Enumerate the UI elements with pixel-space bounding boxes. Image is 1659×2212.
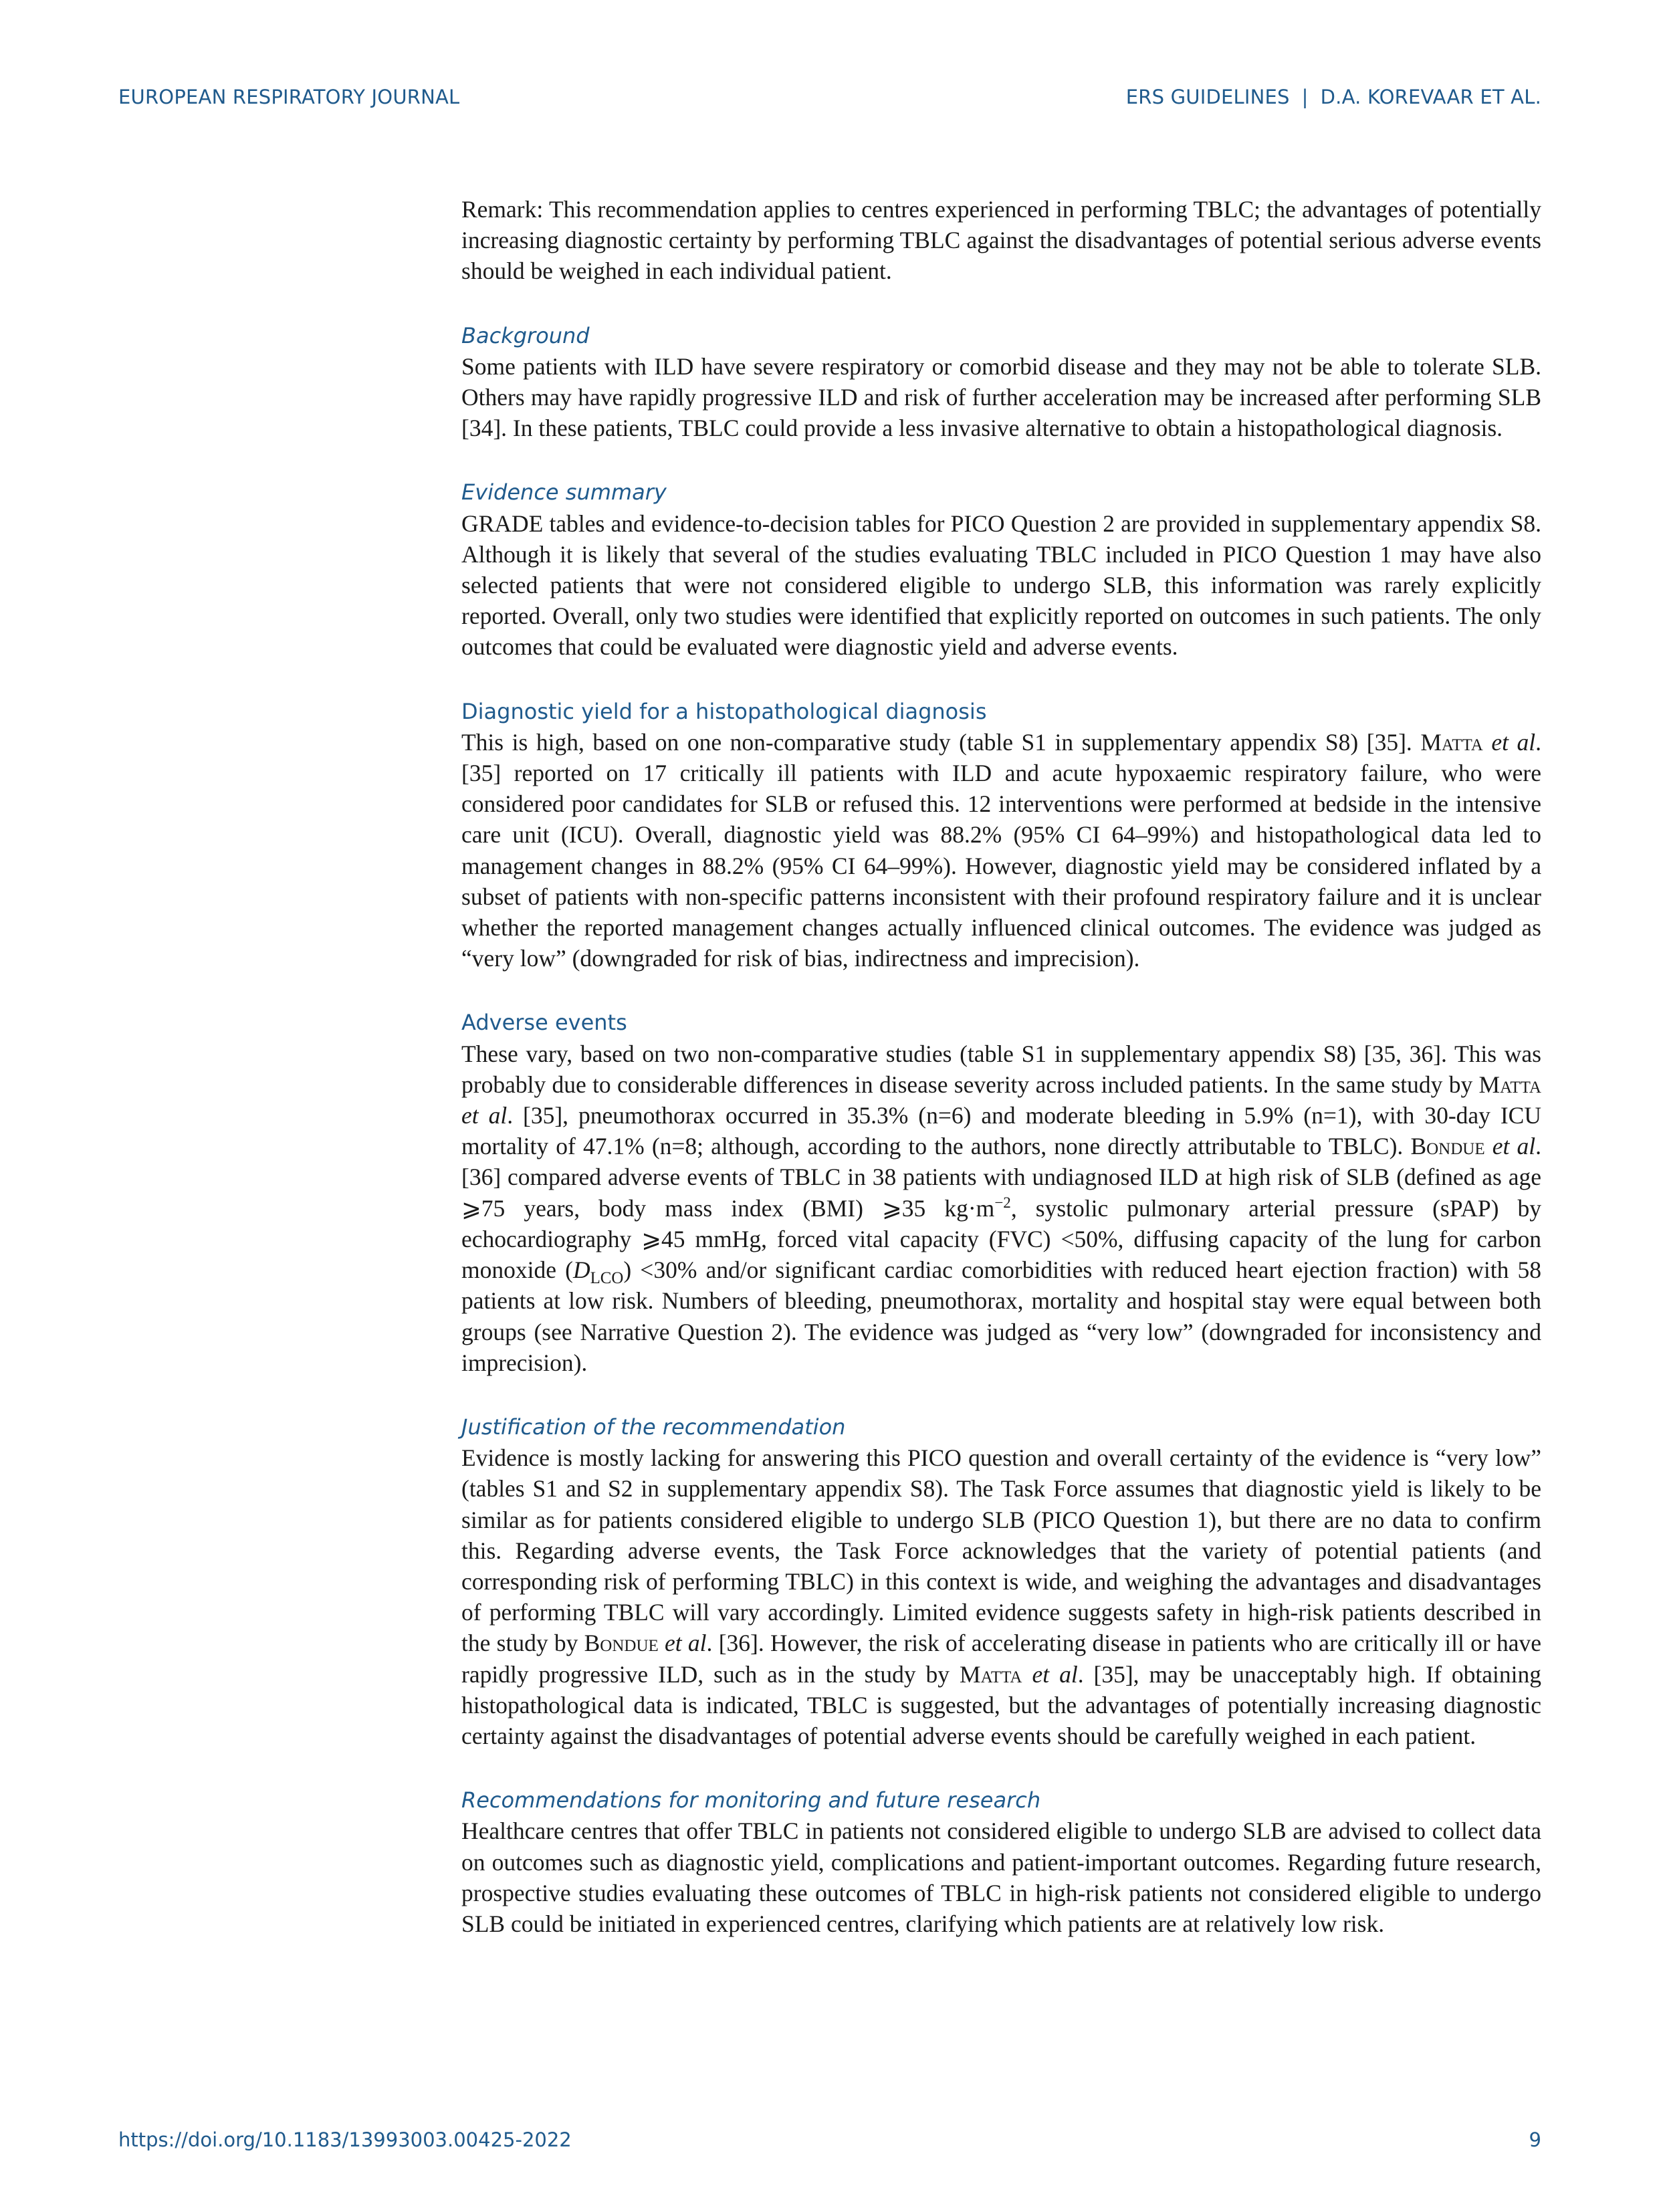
monitoring-heading: Recommendations for monitoring and future research xyxy=(461,1787,1041,1813)
adverse-events-heading: Adverse events xyxy=(461,1010,627,1036)
author-citation: Bondue xyxy=(1410,1133,1485,1160)
separator: | xyxy=(1301,86,1309,108)
justification-section xyxy=(461,1412,1541,1751)
justification-heading: Justification of the recommendation xyxy=(461,1414,846,1440)
journal-title: EUROPEAN RESPIRATORY JOURNAL xyxy=(118,86,460,108)
evidence-summary-section xyxy=(461,477,1541,662)
running-head-right xyxy=(1126,86,1541,108)
monitoring-section xyxy=(461,1785,1541,1939)
justification-text: Evidence is mostly lacking for answering this PICO question and overall certainty of the evidence is “very low” (tables S1 and S2 in supplementary appendix S8). The Task Force assumes that diagnostic yield is likely to be similar as for patients considered eligible to undergo SLB (PICO Question 1), but there are no data to confirm this. Regarding adverse events, the Task Force acknowledges that the variety of potential patients (and corresponding risk of performing TBLC) in this context is wide, and weighing the advantages and disadvantages of performing TBLC will vary accordingly. Limited evidence suggests safety in high-risk patients described in the study by Bondue et al. [36]. However, the risk of accelerating disease in patients who are critically ill or have rapidly progressive ILD, such as in the study by Matta et al. [35], may be unacceptably high. If obtaining histopathological data is indicated, TBLC is suggested, but the advantages of potentially increasing diagnostic certainty against the disadvantages of potential adverse events should be carefully weighed in each patient. xyxy=(461,1444,1542,1749)
diagnostic-yield-text: This is high, based on one non-comparative study (table S1 in supplementary appendix S8) [35]. Matta et al. [35] reported on 17 critically ill patients with ILD and acute hypoxaemic respiratory failure, who were considered poor candidates for SLB or refused this. 12 interventions were performed at bedside in the intensive care unit (ICU). Overall, diagnostic yield was 88.2% (95% CI 64–99%) and histopathological data led to management changes in 88.2% (95% CI 64–99%). However, diagnostic yield may be considered inflated by a subset of patients with non-specific patterns inconsistent with their profound respiratory failure and it is unclear whether the reported management changes actually influenced clinical outcomes. The evidence was judged as “very low” (downgraded for risk of bias, indirectness and imprecision). xyxy=(461,728,1541,972)
author-citation: Bondue xyxy=(584,1630,659,1657)
author-citation: Matta xyxy=(1478,1071,1541,1098)
diagnostic-yield-section xyxy=(461,696,1541,974)
author-citation: Matta xyxy=(960,1660,1022,1688)
author-citation: Matta xyxy=(1420,728,1483,756)
doi-link[interactable]: https://doi.org/10.1183/13993003.00425-2022 xyxy=(118,2128,572,2151)
monitoring-text: Healthcare centres that offer TBLC in patients not considered eligible to undergo SLB are advised to collect data on outcomes such as diagnostic yield, complications and patient-important outcomes. Regarding future research, prospective studies evaluating these outcomes of TBLC in high-risk patients not considered eligible to undergo SLB could be initiated in experienced centres, clarifying which patients are at relatively low risk. xyxy=(461,1817,1541,1937)
diagnostic-yield-heading: Diagnostic yield for a histopathological diagnosis xyxy=(461,698,987,724)
section-label: ERS GUIDELINES xyxy=(1125,86,1290,108)
page-number: 9 xyxy=(1529,2128,1541,2151)
authors-label: D.A. KOREVAAR ET AL. xyxy=(1320,86,1541,108)
adverse-events-text: These vary, based on two non-comparative studies (table S1 in supplementary appendix S8) [35, 36]. This was probably due to considerable differences in disease severity across included patients. In the same study by Matta et al. [35], pneumothorax occurred in 35.3% (n=6) and moderate bleeding in 5.9% (n=1), with 30-day ICU mortality of 47.1% (n=8; although, according to the authors, none directly attributable to TBLC). Bondue et al. [36] compared adverse events of TBLC in 38 patients with undiagnosed ILD at high risk of SLB (defined as age ⩾75 years, body mass index (BMI) ⩾35 $kg\cdot m^{-2}$, systolic pulmonary arterial pressure (sPAP) by echocardiography ⩾45 mmHg, forced vital capacity (FVC) <50%, diffusing capacity of the lung for carbon monoxide $(D_{LCO}) <30\%$ and/or significant cardiac comorbidities with reduced heart ejection fraction) with 58 patients at low risk. Numbers of bleeding, pneumothorax, mortality and hospital stay were equal between both groups (see Narrative Question 2). The evidence was judged as “very low” (downgraded for inconsistency and imprecision). xyxy=(461,1040,1542,1376)
evidence-summary-heading: Evidence summary xyxy=(461,479,667,506)
background-heading: Background xyxy=(461,322,590,348)
evidence-summary-text: GRADE tables and evidence-to-decision tables for PICO Question 2 are provided in supplementary appendix S8. Although it is likely that several of the studies evaluating TBLC included in PICO Question 1 may have also selected patients that were not considered eligible to undergo SLB, this information was rarely explicitly reported. Overall, only two studies were identified that explicitly reported on outcomes in such patients. The only outcomes that could be evaluated were diagnostic yield and adverse events. xyxy=(461,510,1541,661)
background-section xyxy=(461,320,1541,444)
adverse-events-section xyxy=(461,1007,1541,1377)
article-body xyxy=(461,194,1541,1939)
remark-paragraph: Remark: This recommendation applies to centres experienced in performing TBLC; the advantages of potentially increasing diagnostic certainty by performing TBLC against the disadvantages of potential serious adverse events should be weighed in each individual patient. xyxy=(461,196,1541,285)
background-text: Some patients with ILD have severe respiratory or comorbid disease and they may not be able to tolerate SLB. Others may have rapidly progressive ILD and risk of further acceleration may be increased after performing SLB [34]. In these patients, TBLC could provide a less invasive alternative to obtain a histopathological diagnosis. xyxy=(461,352,1541,442)
